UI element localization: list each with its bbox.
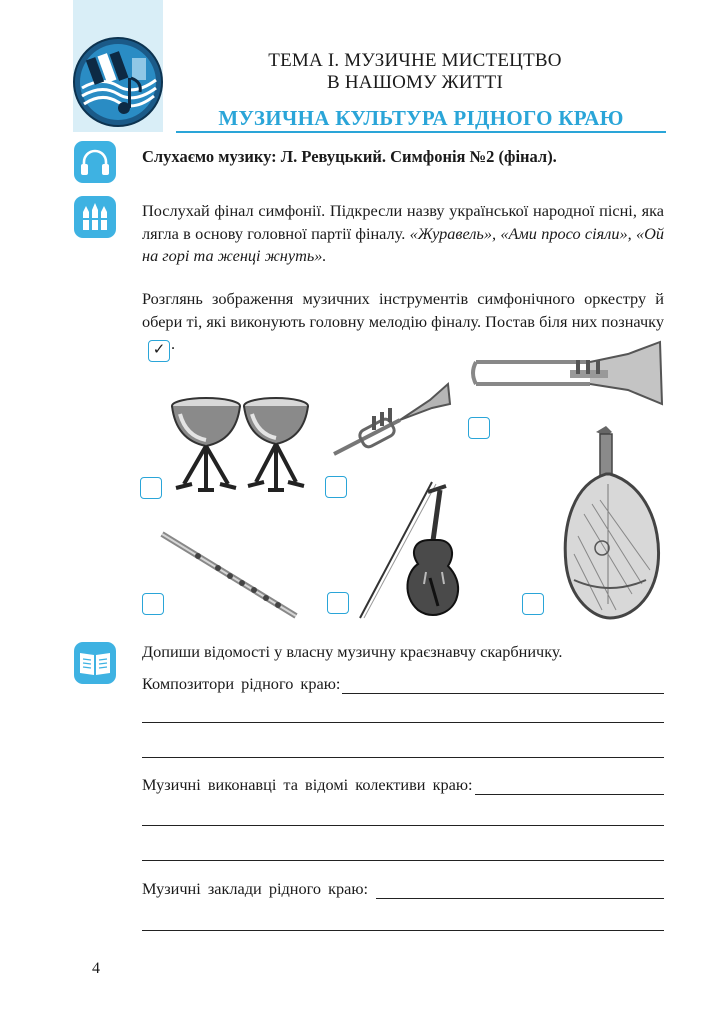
music-emblem-icon [72,36,164,128]
theme-title-line2: В НАШОМУ ЖИТТІ [327,72,503,93]
performers-row [142,775,664,795]
performers-label: Музичні виконавці та відомі колективи краю: [142,775,473,794]
listening-text: Слухаємо музику: Л. Ревуцький. Симфонія №2 (фінал). [142,147,557,166]
section-title: МУЗИЧНА КУЛЬТУРА РІДНОГО КРАЮ [218,106,624,130]
performers-input-line[interactable] [475,780,664,795]
composers-label: Композитори рідного краю: [142,674,341,693]
trumpet-checkbox[interactable] [325,476,347,498]
bandura-checkbox[interactable] [522,593,544,615]
trombone-image [470,340,664,408]
page-number: 4 [92,960,100,977]
composers-input-line[interactable] [342,679,664,694]
task2-text: Розглянь зображення музичних інструментів симфонічного оркестру й обери ті, які виконують головну мелодію фіналу. Постав біля них позначку [142,289,664,331]
composers-row [142,674,664,694]
sample-checkmark-box [148,340,170,362]
composers-line-2[interactable] [142,722,664,723]
task2-end: . [171,334,176,353]
bandura-image [554,424,664,620]
task1-paragraph [142,200,664,268]
theme-title [170,50,660,94]
performers-line-3[interactable] [142,860,664,861]
timpani-image [166,384,316,496]
violin-image [354,478,466,622]
composers-line-3[interactable] [142,757,664,758]
pens-icon [74,196,116,238]
trumpet-image [330,380,452,462]
theme-title-line1: ТЕМА І. МУЗИЧНЕ МИСТЕЦТВО [268,50,562,71]
violin-checkbox[interactable] [327,592,349,614]
section-title-underline [176,131,666,133]
institutions-line-2[interactable] [142,930,664,931]
performers-line-2[interactable] [142,825,664,826]
song-options[interactable]: «Журавель», «Ами просо сіяли», «Ой на горі та женці жнуть». [142,223,664,265]
task1-text: Послухай фінал симфонії. Підкресли назву української народної пісні, яка лягла в основу головної партії фіналу. [142,201,664,243]
trombone-checkbox[interactable] [468,417,490,439]
flute-checkbox[interactable] [142,593,164,615]
headphones-icon [74,141,116,183]
flute-image [158,530,300,622]
institutions-row [142,879,664,899]
timpani-checkbox[interactable] [140,477,162,499]
task3-text: Допиши відомості у власну музичну краєзнавчу скарбничку. [142,642,563,661]
checkmark-icon: ✓ [152,342,166,358]
institutions-label: Музичні заклади рідного краю: [142,879,369,898]
institutions-input-line[interactable] [376,884,664,899]
book-icon [74,642,116,684]
